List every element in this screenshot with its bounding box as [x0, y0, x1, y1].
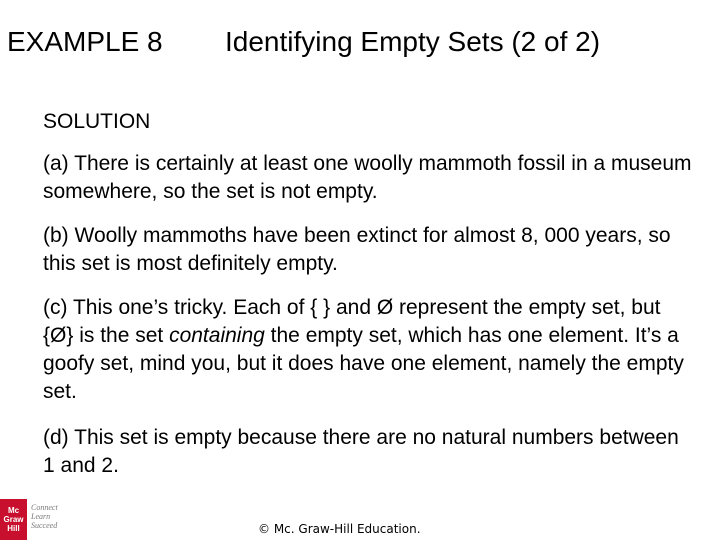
part-c-emphasis: containing	[169, 324, 265, 347]
solution-part-a: (a) There is certainly at least one woolly mammoth fossil in a museum somewhere, so the set is not empty.	[43, 152, 692, 203]
solution-heading: SOLUTION	[43, 110, 151, 133]
logo-line-1: Mc	[7, 506, 20, 515]
example-label: EXAMPLE 8	[7, 26, 163, 57]
tagline-connect: Connect	[31, 503, 58, 512]
publisher-logo	[0, 499, 84, 540]
copyright-footer: © Mc. Graw-Hill Education.	[258, 522, 421, 536]
logo-line-3: Hill	[7, 524, 20, 533]
logo-line-2: Graw	[3, 515, 24, 524]
solution-part-b: (b) Woolly mammoths have been extinct for almost 8, 000 years, so this set is most definitely empty.	[43, 224, 671, 275]
mcgraw-hill-logo-icon	[0, 499, 27, 540]
logo-tagline	[31, 503, 81, 530]
tagline-learn: Learn	[31, 512, 51, 521]
solution-part-c	[43, 294, 693, 406]
slide-title	[7, 22, 707, 62]
part-c-text-2: the empty set, which has one element. It’s a goofy set, mind you, but it does have one element, namely the empty set.	[43, 324, 684, 403]
solution-part-d: (d) This set is empty because there are no natural numbers between 1 and 2.	[43, 426, 679, 477]
part-c-text-1: (c) This one’s tricky. Each of { } and Ø represent the empty set, but {Ø} is the set	[43, 296, 661, 347]
tagline-succeed: Succeed	[31, 521, 58, 530]
example-title: Identifying Empty Sets (2 of 2)	[225, 26, 601, 57]
